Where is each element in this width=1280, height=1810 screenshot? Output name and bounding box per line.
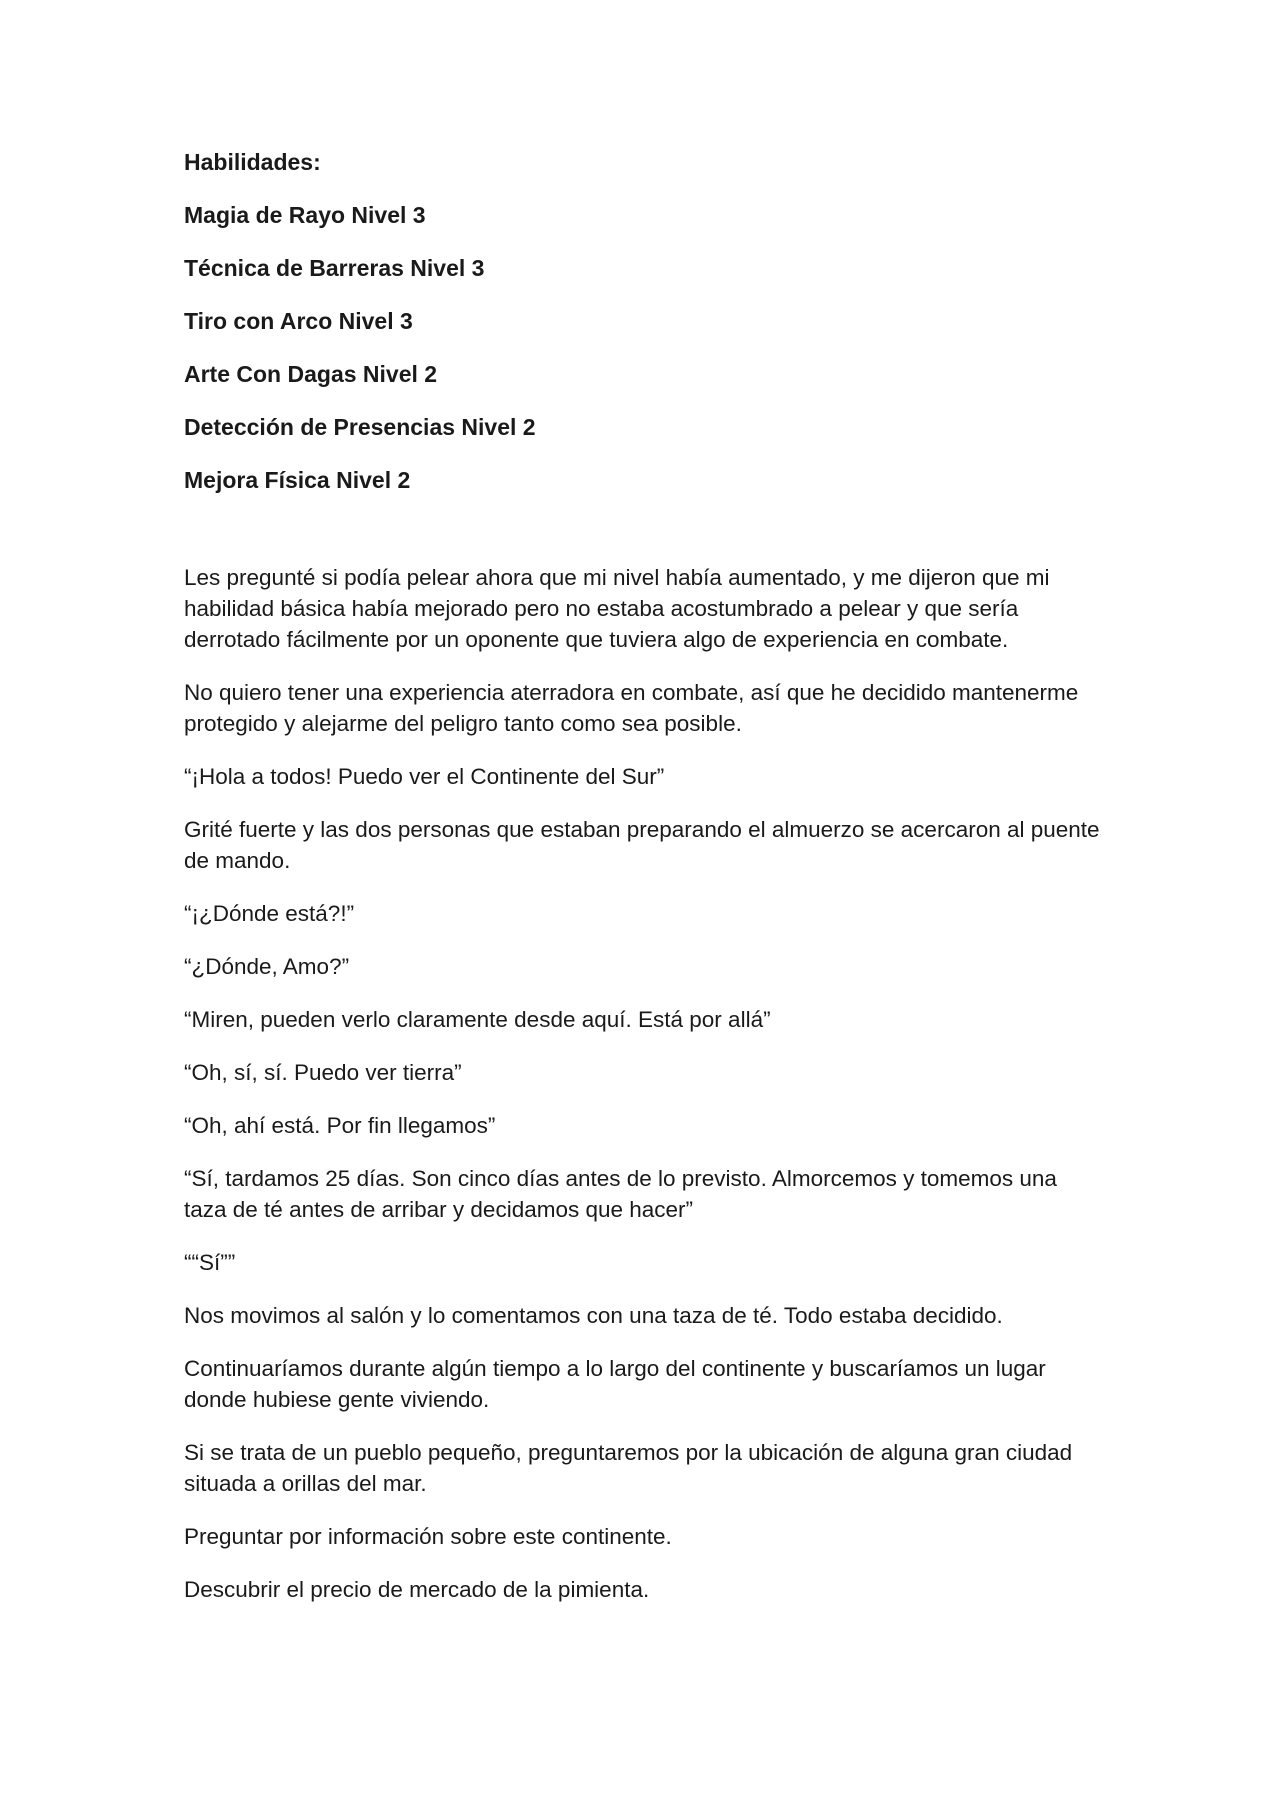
dialogue-line: “Oh, sí, sí. Puedo ver tierra” — [184, 1060, 462, 1085]
paragraph: No quiero tener una experiencia aterradora en combate, así que he decidido mantenerme protegido y alejarme del peligro tanto como sea posible. — [184, 680, 1079, 736]
skill-item: Magia de Rayo Nivel 3 — [184, 202, 426, 228]
skills-heading: Habilidades: — [184, 149, 321, 175]
skill-item: Detección de Presencias Nivel 2 — [184, 414, 536, 440]
dialogue-line: “Miren, pueden verlo claramente desde aquí. Está por allá” — [184, 1007, 771, 1032]
dialogue-line: “Sí, tardamos 25 días. Son cinco días antes de lo previsto. Almorcemos y tomemos una taza de té antes de arribar y decidamos que hacer” — [184, 1166, 1057, 1222]
skill-item: Técnica de Barreras Nivel 3 — [184, 255, 485, 281]
skills-list — [184, 146, 1104, 496]
paragraph: Preguntar por información sobre este continente. — [184, 1524, 672, 1549]
paragraph: Les pregunté si podía pelear ahora que mi nivel había aumentado, y me dijeron que mi habilidad básica había mejorado pero no estaba acostumbrado a pelear y que sería derrotado fácilmente por un oponente que tuviera algo de experiencia en combate. — [184, 565, 1050, 652]
dialogue-line: “¡¿Dónde está?!” — [184, 901, 355, 926]
paragraph: Nos movimos al salón y lo comentamos con una taza de té. Todo estaba decidido. — [184, 1303, 1003, 1328]
paragraph: Continuaríamos durante algún tiempo a lo largo del continente y buscaríamos un lugar donde hubiese gente viviendo. — [184, 1356, 1046, 1412]
paragraph: Si se trata de un pueblo pequeño, preguntaremos por la ubicación de alguna gran ciudad situada a orillas del mar. — [184, 1440, 1073, 1496]
dialogue-line: “¿Dónde, Amo?” — [184, 954, 350, 979]
skill-item: Mejora Física Nivel 2 — [184, 467, 411, 493]
dialogue-line: “¡Hola a todos! Puedo ver el Continente del Sur” — [184, 764, 665, 789]
skill-item: Tiro con Arco Nivel 3 — [184, 308, 413, 334]
dialogue-line: ““Sí”” — [184, 1250, 236, 1275]
body-text — [184, 562, 1104, 1605]
paragraph: Descubrir el precio de mercado de la pimienta. — [184, 1577, 650, 1602]
dialogue-line: “Oh, ahí está. Por fin llegamos” — [184, 1113, 496, 1138]
document-page — [184, 146, 1104, 1627]
skill-item: Arte Con Dagas Nivel 2 — [184, 361, 438, 387]
paragraph: Grité fuerte y las dos personas que estaban preparando el almuerzo se acercaron al puente de mando. — [184, 817, 1100, 873]
